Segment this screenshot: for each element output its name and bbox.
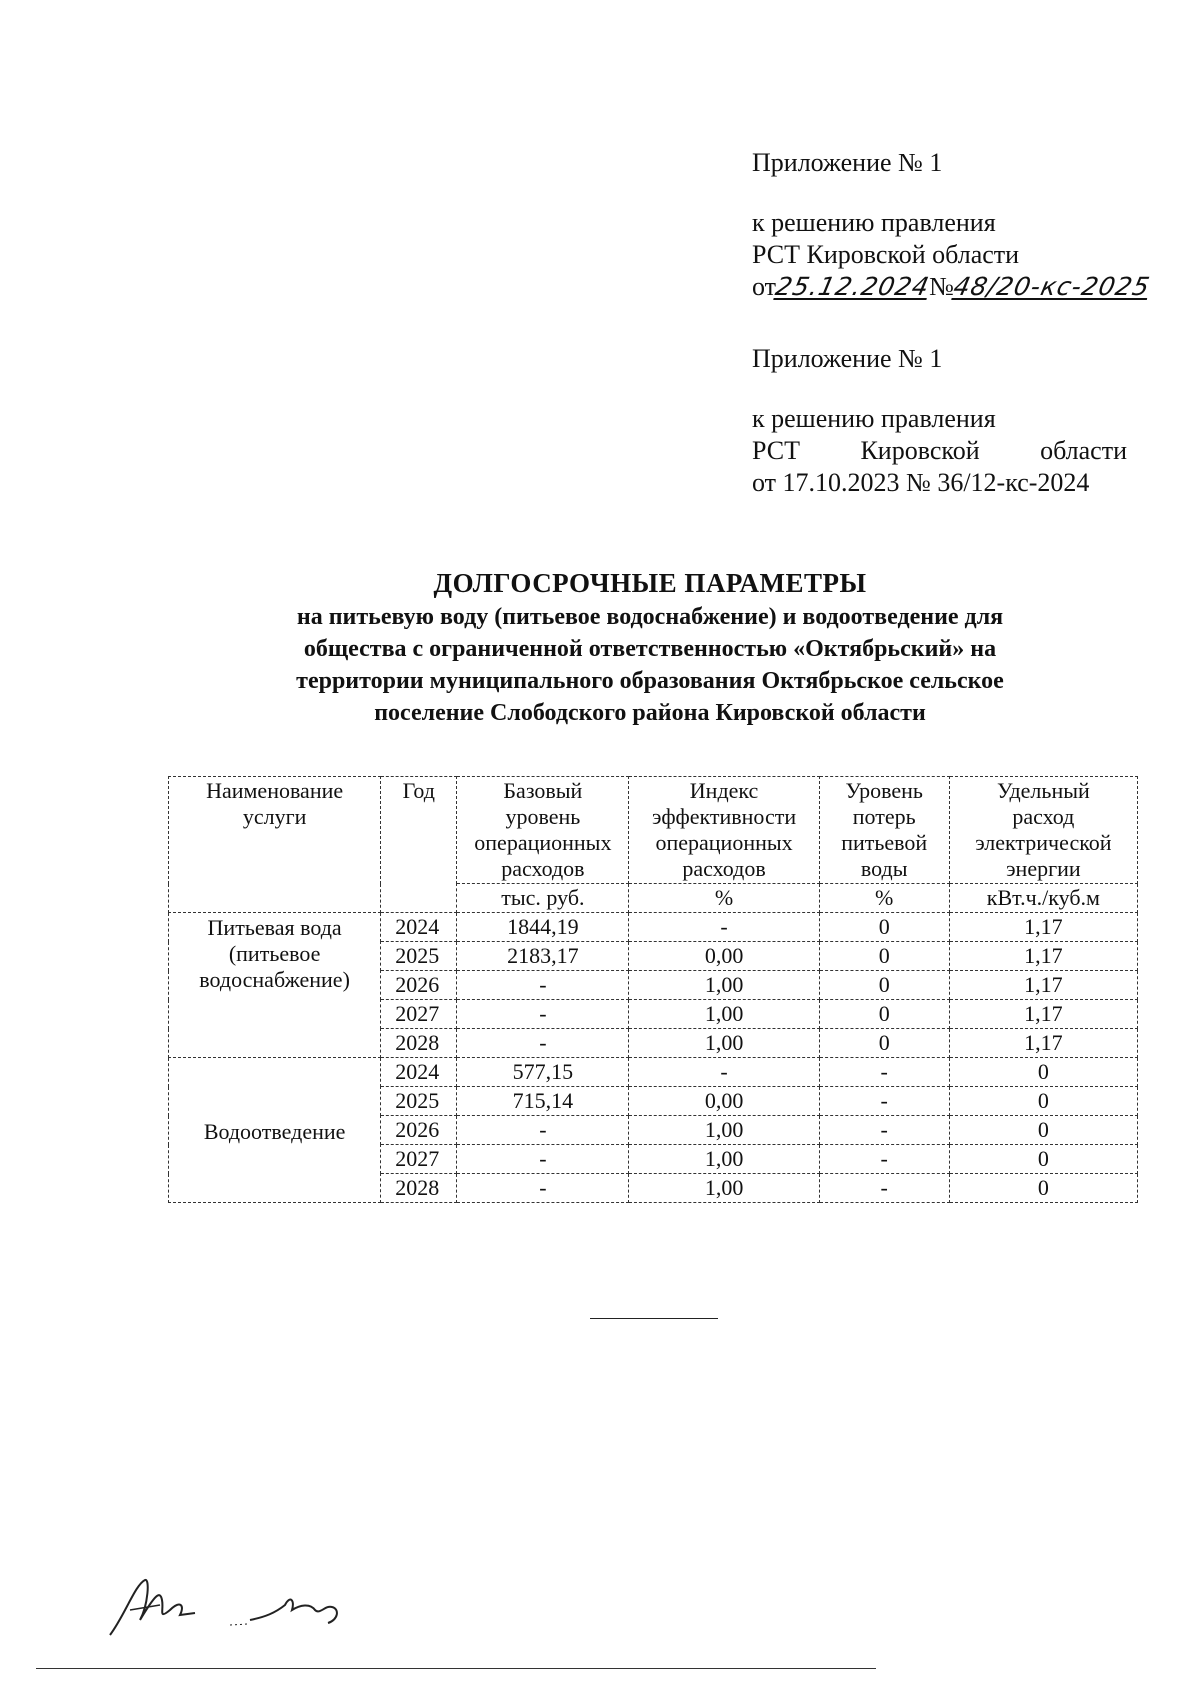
header-loss — [819, 777, 949, 884]
footer-rule — [36, 1668, 876, 1669]
header-loss-line: воды — [860, 856, 908, 881]
cell-base: - — [457, 1174, 629, 1203]
header-loss-line: потерь — [852, 804, 916, 829]
handwritten-date: 25.12.2024 — [773, 272, 933, 301]
cell-year: 2027 — [381, 1000, 457, 1029]
cell-loss: - — [819, 1174, 949, 1203]
header-service — [169, 777, 381, 913]
appendix-current-line1: к решению правления — [752, 208, 996, 237]
cell-energy: 0 — [949, 1145, 1137, 1174]
cell-index: 1,00 — [629, 1000, 819, 1029]
unit-energy: кВт.ч./куб.м — [949, 884, 1137, 913]
cell-index: 1,00 — [629, 1145, 819, 1174]
cell-energy: 1,17 — [949, 913, 1137, 942]
header-year: Год — [381, 777, 457, 913]
header-service-line: услуги — [242, 804, 307, 829]
cell-year: 2028 — [381, 1174, 457, 1203]
signature-image — [100, 1575, 400, 1645]
header-base-line: Базовый — [503, 778, 583, 803]
cell-base: 1844,19 — [457, 913, 629, 942]
appendix-current — [752, 147, 1153, 303]
cell-index: 1,00 — [629, 1029, 819, 1058]
cell-energy: 1,17 — [949, 1000, 1137, 1029]
cell-energy: 0 — [949, 1087, 1137, 1116]
cell-index: 0,00 — [629, 1087, 819, 1116]
cell-loss: - — [819, 1116, 949, 1145]
date-prefix: от — [752, 272, 777, 301]
cell-loss: 0 — [819, 913, 949, 942]
cell-base: - — [457, 1000, 629, 1029]
cell-loss: - — [819, 1145, 949, 1174]
cell-base: 715,14 — [457, 1087, 629, 1116]
cell-index: 1,00 — [629, 1116, 819, 1145]
appendix-previous-line3: от 17.10.2023 № 36/12-кс-2024 — [752, 468, 1090, 497]
appendix-previous-line1: к решению правления — [752, 404, 996, 433]
service-line: водоснабжение) — [199, 967, 350, 992]
header-loss-line: питьевой — [841, 830, 928, 855]
cell-index: 1,00 — [629, 971, 819, 1000]
cell-energy: 1,17 — [949, 1029, 1137, 1058]
header-energy-line: энергии — [1006, 856, 1081, 881]
unit-base: тыс. руб. — [457, 884, 629, 913]
cell-base: - — [457, 1145, 629, 1174]
cell-loss: 0 — [819, 1029, 949, 1058]
header-index-line: эффективности — [652, 804, 797, 829]
appendix-current-line2: РСТ Кировской области — [752, 240, 1020, 269]
cell-base: - — [457, 1029, 629, 1058]
unit-index: % — [629, 884, 819, 913]
line2-part-a: РСТ — [752, 436, 801, 465]
handwritten-number: 48/20-кс-2025 — [951, 272, 1153, 301]
cell-index: - — [629, 1058, 819, 1087]
cell-year: 2025 — [381, 1087, 457, 1116]
header-base-line: уровень — [505, 804, 581, 829]
cell-index: 0,00 — [629, 942, 819, 971]
service-drinking-water — [169, 913, 381, 1058]
heading-sub-4: поселение Слободского района Кировской области — [374, 700, 926, 726]
heading-sub-3: территории муниципального образования Октябрьское сельское — [296, 668, 1004, 694]
cell-loss: 0 — [819, 971, 949, 1000]
cell-energy: 1,17 — [949, 942, 1137, 971]
header-index-line: Индекс — [689, 778, 759, 803]
header-base — [457, 777, 629, 884]
header-base-line: операционных — [474, 830, 612, 855]
parameters-table — [168, 776, 1138, 1203]
appendix-current-date-line — [752, 271, 1153, 303]
cell-energy: 0 — [949, 1058, 1137, 1087]
cell-loss: 0 — [819, 1000, 949, 1029]
cell-loss: 0 — [819, 942, 949, 971]
line2-part-c: области — [1040, 436, 1127, 465]
header-energy — [949, 777, 1137, 884]
end-divider — [590, 1318, 718, 1319]
appendix-current-title: Приложение № 1 — [752, 148, 943, 177]
cell-base: - — [457, 971, 629, 1000]
cell-base: 2183,17 — [457, 942, 629, 971]
header-energy-line: расход — [1012, 804, 1075, 829]
header-row — [169, 777, 1138, 884]
cell-base: - — [457, 1116, 629, 1145]
header-energy-line: электрической — [975, 830, 1112, 855]
table-row — [169, 1058, 1138, 1087]
header-index — [629, 777, 819, 884]
header-service-line: Наименование — [206, 778, 344, 803]
heading-sub-1: на питьевую воду (питьевое водоснабжение) и водоотведение для — [296, 604, 1004, 630]
unit-loss: % — [819, 884, 949, 913]
header-index-line: расходов — [682, 856, 766, 881]
service-wastewater — [169, 1058, 381, 1203]
cell-year: 2026 — [381, 1116, 457, 1145]
cell-year: 2024 — [381, 1058, 457, 1087]
heading-main: ДОЛГОСРОЧНЫЕ ПАРАМЕТРЫ — [433, 568, 867, 598]
service-line: (питьевое — [228, 941, 321, 966]
header-energy-line: Удельный — [996, 778, 1090, 803]
document-heading — [200, 565, 1100, 729]
cell-loss: - — [819, 1087, 949, 1116]
number-prefix: № — [929, 272, 954, 301]
cell-year: 2026 — [381, 971, 457, 1000]
cell-energy: 0 — [949, 1116, 1137, 1145]
cell-year: 2025 — [381, 942, 457, 971]
cell-index: - — [629, 913, 819, 942]
appendix-previous — [752, 343, 1127, 499]
cell-energy: 1,17 — [949, 971, 1137, 1000]
cell-year: 2027 — [381, 1145, 457, 1174]
header-index-line: операционных — [655, 830, 793, 855]
cell-loss: - — [819, 1058, 949, 1087]
service-line: Водоотведение — [203, 1118, 346, 1144]
cell-year: 2028 — [381, 1029, 457, 1058]
table-row — [169, 913, 1138, 942]
cell-base: 577,15 — [457, 1058, 629, 1087]
appendix-previous-title: Приложение № 1 — [752, 344, 943, 373]
cell-year: 2024 — [381, 913, 457, 942]
cell-energy: 0 — [949, 1174, 1137, 1203]
service-line: Питьевая вода — [207, 915, 342, 940]
header-base-line: расходов — [501, 856, 585, 881]
appendix-previous-line2 — [752, 435, 1127, 467]
line2-part-b: Кировской — [860, 436, 980, 465]
cell-index: 1,00 — [629, 1174, 819, 1203]
header-loss-line: Уровень — [845, 778, 923, 803]
heading-sub-2: общества с ограниченной ответственностью «Октябрьский» на — [303, 636, 997, 662]
